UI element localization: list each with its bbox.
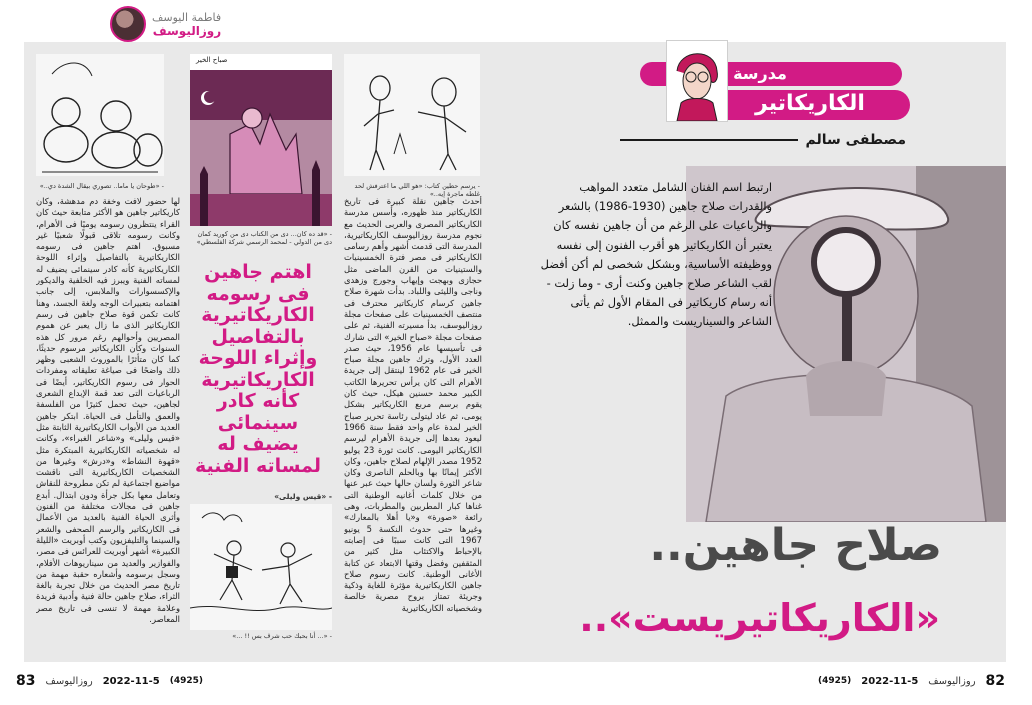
- cartoon-bears-caption: - «طوحان يا ماما.. تصوري بيقال الشدة دي..»: [39, 182, 164, 190]
- article-subheadline: «الكاريكاتيريست»..: [579, 596, 940, 640]
- footer-right-date: 2022-11-5: [861, 675, 919, 687]
- article-column-middle: أحدث جاهين نقلة كبيرة فى تاريخ الكاريكاتير منذ ظهوره، وأسس مدرسة الكاريكاتير المصرى والعربى الحديث مع نجوم مدرسة روزاليوسف الكاريكاتيرية، المدرسة التى قدمت أشهر وأهم رسامى الكاريكاتير فى مصر فترة الخمسينيات والستينيات من القرن الماضى مثل حجازى وبهجت وإيهاب وجورج وزهدى وناجى والليثى واللباد. بدأت شهرة صلاح جاهين كرسام كاريكاتير محترف فى منتصف الخمسينيات على صفحات مجلة روزاليوسف، بدأ مسيرته الفنية، ثم على صفحات مجلة «صباح الخير» التى شارك فى تأسيسها عام 1956، حيث صدر العدد الأول، وترك جاهين مجلة صباح الخير فى عام 1962 لينتقل إلى جريدة الأهرام التى كان يرأس تحريرها الكاتب الكبير محمد حسنين هيكل، حيث كان يقوم برسم مربع الكاريكاتير بشكل يومى، ثم عاد ليتولى رئاسة تحرير صباح الخير لمدة عام واحد فقط سنة 1966 ليعود بعدها إلى جريدة الأهرام ليرسم الكاريكاتير اليومى. كانت ثورة 23 يوليو 1952 مصدر الإلهام لصلاح جاهين، وكان الأكثر إيمانًا بها وبالحلم الناصرى وكان شاعر الثورة ولسان حالها حيث عبر عنها من خلال كلمات أغانيه الوطنية التى غناها كبار المطربين والمطربات، وهى رائعة «صورة» و«يا أهلا بالمعارك» وغيرها حتى حدوث النكسة 5 يونيو 1967 التى كانت سببًا فى إصابته بالإحباط والاكتئاب مثل كثير من المثقفين وفضل وقتها الابتعاد عن كتابة الأغانى الوطنية. كانت رسوم صلاح جاهين الكاريكاتيرية مؤثرة للغاية وذكية وجريئة تمتاز بروح مصرية خالصة وشخصياته الكاريكاتيرية: [344, 196, 482, 613]
- magazine-cover-image: [190, 54, 332, 226]
- footer-left-page-number: 83: [16, 673, 36, 689]
- cartoon-beach-title: - «قيس وليلى»: [274, 492, 332, 501]
- badge-portrait-image: [666, 40, 728, 122]
- author-name: مصطفى سالم: [805, 132, 906, 148]
- footer-left-issue: (4925): [169, 676, 204, 686]
- cartoon-beach-caption: - «... أنا بحبك حب شرف بس !! ...»: [232, 632, 332, 640]
- cartoon-figures-caption: - يرسم حطين كتاب: «هو اللي ما اعترفش لحد غلطه ماجرة إيه..»: [354, 182, 480, 198]
- footer-left: [16, 670, 203, 692]
- header-author-block: [110, 6, 221, 42]
- cartoon-figures-drawing: [344, 54, 480, 176]
- avatar: [110, 6, 146, 42]
- magazine-cover-drawing: [190, 54, 332, 226]
- footer-left-magazine: روزاليوسف: [45, 675, 93, 687]
- author-byline: [620, 128, 906, 152]
- pull-quote: اهتم جاهين فى رسومه الكاريكاتيرية بالتفاصيل وإثراء اللوحة الكاريكاتيرية كأنه كادر سينمائى يضيف له لمساته الفنية: [195, 261, 321, 477]
- byline-rule: [620, 139, 798, 141]
- badge-label-school: مدرسة: [733, 64, 787, 83]
- cartoon-beach-drawing: [190, 504, 332, 630]
- cartoon-beach-image: [190, 504, 332, 630]
- header-author-names: [152, 11, 221, 38]
- footer-right-issue: (4925): [818, 676, 852, 686]
- article-column-left: لها حضور لافت وخفة دم مدهشة، وكان كاريكاتير جاهين هو الأكثر متابعة حيث كان القراء ينتظرون رسومه يوميًا فى الأهرام، وكانت رسومه تلاقى قبولًا شعبيًا غير مسبوق. اهتم جاهين فى رسومه الكاريكاتيرية بالتفاصيل وإثراء اللوحة الكاريكاتيرية كأنه كادر سينمائى يضيف له لمساته الفنية ويبرز فيه الخلفية والديكور والإكسسوارات والملابس، إلى جانب اهتمامه بتعبيرات الوجه ولغة الجسد، وهنا كانت تكمن قوة صلاح جاهين فى رسم الكاريكاتير الذى ما زال يعبر عن هموم المصريين وأحوالهم رغم مرور كل هذه السنوات وكأن الكاريكاتير مرسوم حديثًا، كما كان متأثرًا بالموروث الشعبى وظهر ذلك واضحًا فى صياغة تعليقاته ومفردات الحوار فى رسوم الكاريكاتير، أيضًا فى الرباعيات التى تعد قمة الإبداع الشعرى لجاهين، حيث تحمل كثيرًا من الفلسفة والعمق والتأمل فى الحياة. ابتكر جاهين العديد من الأبواب الكاريكاتيرية الثابتة مثل «قيس وليلى» و«شاعر الغبراء»، وكانت له شخصياته الكاريكاتيرية المبتكرة مثل «قهوة النشاط» و«درش» وغيرها من الشخصيات الكاريكاتيرية التى ناقشت مواضيع اجتماعية لم تكن مطروحة للنقاش وتعامل معها بكل جرأة ودون ابتذال. أبدع جاهين فى مجالات مختلفة من الفنون وأثرى الحياة الفنية بالعديد من الأعمال فى الكاريكاتير والرسم الصحفى والشعر والسينما والتليفزيون وكتب أوبريت «الليلة الكبيرة» أشهر أوبريت للعرائس فى مصر، والفوازير والعديد من سيناريوهات الأفلام، وسجل برسومه وأشعاره حقبة مهمة من تاريخ مصر الحديث من خلال تجربة بالغة الثراء، صلاح جاهين حالة فنية وأدبية فريدة وعلامة مهمة لا تنسى فى تاريخ مصر المعاصر.: [36, 196, 180, 624]
- footer-right-magazine: روزاليوسف: [928, 675, 976, 687]
- magazine-cover-caption: - «قد ده كان... دی من الكتاب دی من كوريد كمان دی من الدولي - لمحمد الرسمي شركة الفلسطي»: [196, 230, 332, 246]
- cartoon-figures-image: [344, 54, 480, 176]
- footer-right-page-number: 82: [985, 673, 1006, 689]
- footer-left-date: 2022-11-5: [102, 675, 160, 687]
- badge-portrait-drawing: [667, 41, 727, 121]
- footer-right: [818, 670, 1005, 692]
- intro-paragraph: ارتبط اسم الفنان الشامل متعدد المواهب والقدرات صلاح جاهين (1930-1986) بالشعر والرباعيات على الرغم من أن جاهين نفسه كان يعتبر أن الكاريكاتير هو أقرب الفنون إلى نفسه ووظيفته الأساسية، وبشكل شخصى لم أكن أفضل لقب الشاعر صلاح جاهين وكنت أرى - وما زلت - أنه رسام كاريكاتير فى المقام الأول ثم يأتى الشاعر والسيناريست والممثل.: [540, 180, 772, 329]
- cartoon-bears-drawing: [36, 54, 164, 176]
- badge-label-caricature: الكاريكاتير: [755, 91, 865, 116]
- article-headline: صلاح جاهين..: [649, 520, 942, 571]
- header-author-name-top: فاطمة اليوسف: [152, 10, 222, 24]
- magazine-cover-masthead: صباح الخير: [196, 56, 228, 64]
- cartoon-bears-image: [36, 54, 164, 176]
- header-author-name-bottom: روزاليوسف: [152, 23, 222, 38]
